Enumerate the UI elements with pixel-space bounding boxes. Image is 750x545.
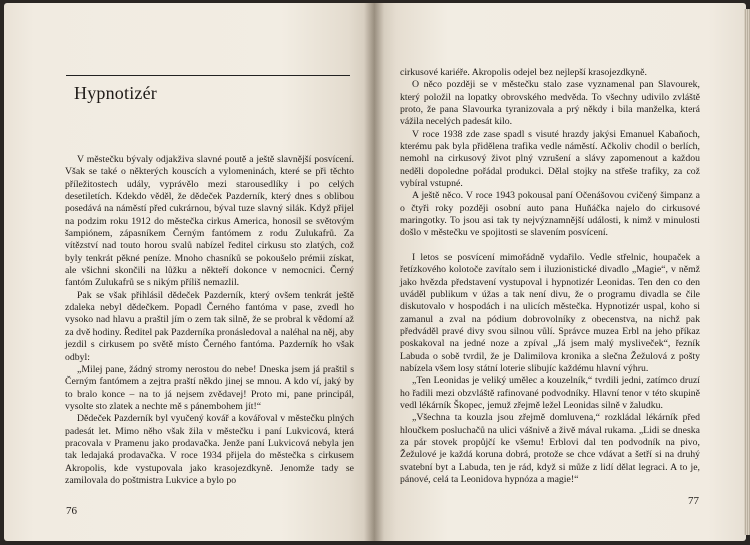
left-page-text xyxy=(65,154,354,487)
paragraph: Pak se však přihlásil dědeček Pazderník, který ovšem tenkrát ještě zdaleka nebyl dědečkem. Popadl Černého fantóma v pase, zvedl ho vysoko nad hlavu a praštil jím o zem tak silně, že se probral k vědomí až za dvě hodiny. Ředitel pak Pazderníka pronásledoval a naléhal na něj, aby jezdil s cirkusem po světě místo Černého fantóma. Pazderník ho však odbyl: xyxy=(65,289,354,363)
paragraph: „Ten Leonidas je veliký umělec a kouzelník,“ tvrdili jedni, zatímco druzí ho řadili mezi obzvláště rafinované podvodníky. Hlavní tenor v této skupině vedl lékárník Škopec, jemuž zřejmě ležel Leonidas silně v žaludku. xyxy=(400,375,700,411)
paragraph: cirkusové kariéře. Akropolis odejel bez nejlepší krasojezdkyně. xyxy=(400,67,647,78)
page-number-left: 76 xyxy=(66,505,77,517)
book-gutter xyxy=(364,3,384,541)
open-book xyxy=(4,3,746,541)
paragraph: A ještě něco. V roce 1943 pokousal paní Očenášovou cvičený šimpanz a o čtyři roky později osobní auto pana Huňáčka najelo do cirkusové maringotky. To jsou asi tak ty nejvýznamnější události, k nimž v minulosti došlo v městečku ve spojitosti se slavením posvícení. xyxy=(400,190,700,239)
paragraph: „Všechna ta kouzla jsou zřejmě domluvena,“ rozkládal lékárník před hloučkem posluchačů na ulici vášnivě a živě mával rukama. „Lidi se dneska za pár stovek propůjčí ke všemu! Erblovi dal ten podvodník na pivo, Žežulové je každá koruna dobrá, protože se chce vdávat a šetří si na druhý svatební byt a Labuda, ten je rád, když si může z lidí dělat legraci. A to je, pánové, celá ta Leonidova hypnóza a magie!“ xyxy=(400,412,700,485)
paragraph: O něco později se v městečku stalo zase vyznamenal pan Slavourek, který položil na lopatky obrovského medvěda. To všechny udivilo zvláště proto, že pana Slavourka tyranizovala a prý někdy i bila manželka, která vážila necelých padesát kilo. xyxy=(400,79,700,128)
chapter-title: Hypnotizér xyxy=(74,83,157,103)
chapter-rule xyxy=(66,75,350,76)
paragraph: V roce 1938 zde zase spadl s visuté hrazdy jakýsi Emanuel Kabaňoch, kterému pak byla přidělena trafika vedle náměstí. Ačkoliv chodil o berlích, nemohl na cirkusový život plný vzrušení a slávy zapomenout a každou neděli dopoledne pořádal produkci. Dělal stojky na střeše trafiky, za což vybíral vstupné. xyxy=(400,128,700,190)
right-page-text xyxy=(400,67,700,486)
page-number-right: 77 xyxy=(688,495,699,507)
paragraph: V městečku bývaly odjakživa slavné poutě a ještě slavnější posvícení. Však se také o některých kouscích a vylomeninách, které se při těchto příležitostech udály, vyprávělo mezi starousedlíky i po celých desetiletích. Kdekdo věděl, že dědeček Pazderník, který dnes s oblibou posedává na náměstí před cukrárnou, býval tuze slavný silák. Když přijel na podzim roku 1912 do městečka cirkus America, honosil se světovým šampiónem, zápasníkem Černým fantómem z rodu Zulukafrů. Za vítězství nad touto horou svalů nabízel ředitel cirkusu sto zlatých, což byly tenkrát pěkné peníze. Mnoho chasníků se pokoušelo prémii získat, ale všichni skončili na lůžku a někteří dokonce v nemocnici. Černý fantóm Zulukafrů se s nikým příliš nemazlil. xyxy=(65,154,354,289)
right-page xyxy=(374,3,746,541)
paragraph: Dědeček Pazderník byl vyučený kovář a kovářoval v městečku plných padesát let. Mimo něho však žila v městečku i paní Lukvicová, která pracovala v Pramenu jako prodavačka. Jenže paní Lukvicová nebyla jen tak ledajaká prodavačka. V roce 1934 přijela do městečka s cirkusem Akropolis, kde vystupovala jako krasojezdkyně. Jenomže tady se zamilovala do poštmistra Lukvice a bylo po xyxy=(65,413,354,486)
page-edges xyxy=(744,9,750,535)
paragraph: I letos se posvícení mimořádně vydařilo. Vedle střelnic, houpaček a řetízkového kolotoče zavítalo sem i iluzionistické divadlo „Magie“, v němž jako hvězda představení vystupoval i hypnotizér Leonidas. Ten den co den uváděl publikum v úžas a tak není divu, že o programu divadla se čile diskutovalo v hospodách i na ulicích městečka. Hypnotizér uspal, koho si zamanul a zval na pódium dobrovolníky z obecenstva, na nichž pak předváděl pravé divy svou silnou vůlí. Správce muzea Erbl na jeho příkaz poskakoval na jedné noze a zpíval „Já jsem malý myslivеček“, řezník Labuda o sobě tvrdil, že je Dalimilova kronika a slečna Žežulová z pošty nabízela všem losy státní loterie slibujíc každému hlavní výhru. xyxy=(400,251,700,374)
left-page xyxy=(4,3,374,541)
paragraph: „Milej pane, žádný stromy nerostou do nebe! Dneska jsem já praštil s Černým fantómem a zejtra praští někdo jinej se mnou. A kdo ví, jaký by to bralo konce – na to já nejsem zvědavej! Proto mi, pane principál, vysolte sto zlatek a nechte mě s pánembohem jít!“ xyxy=(65,363,354,412)
